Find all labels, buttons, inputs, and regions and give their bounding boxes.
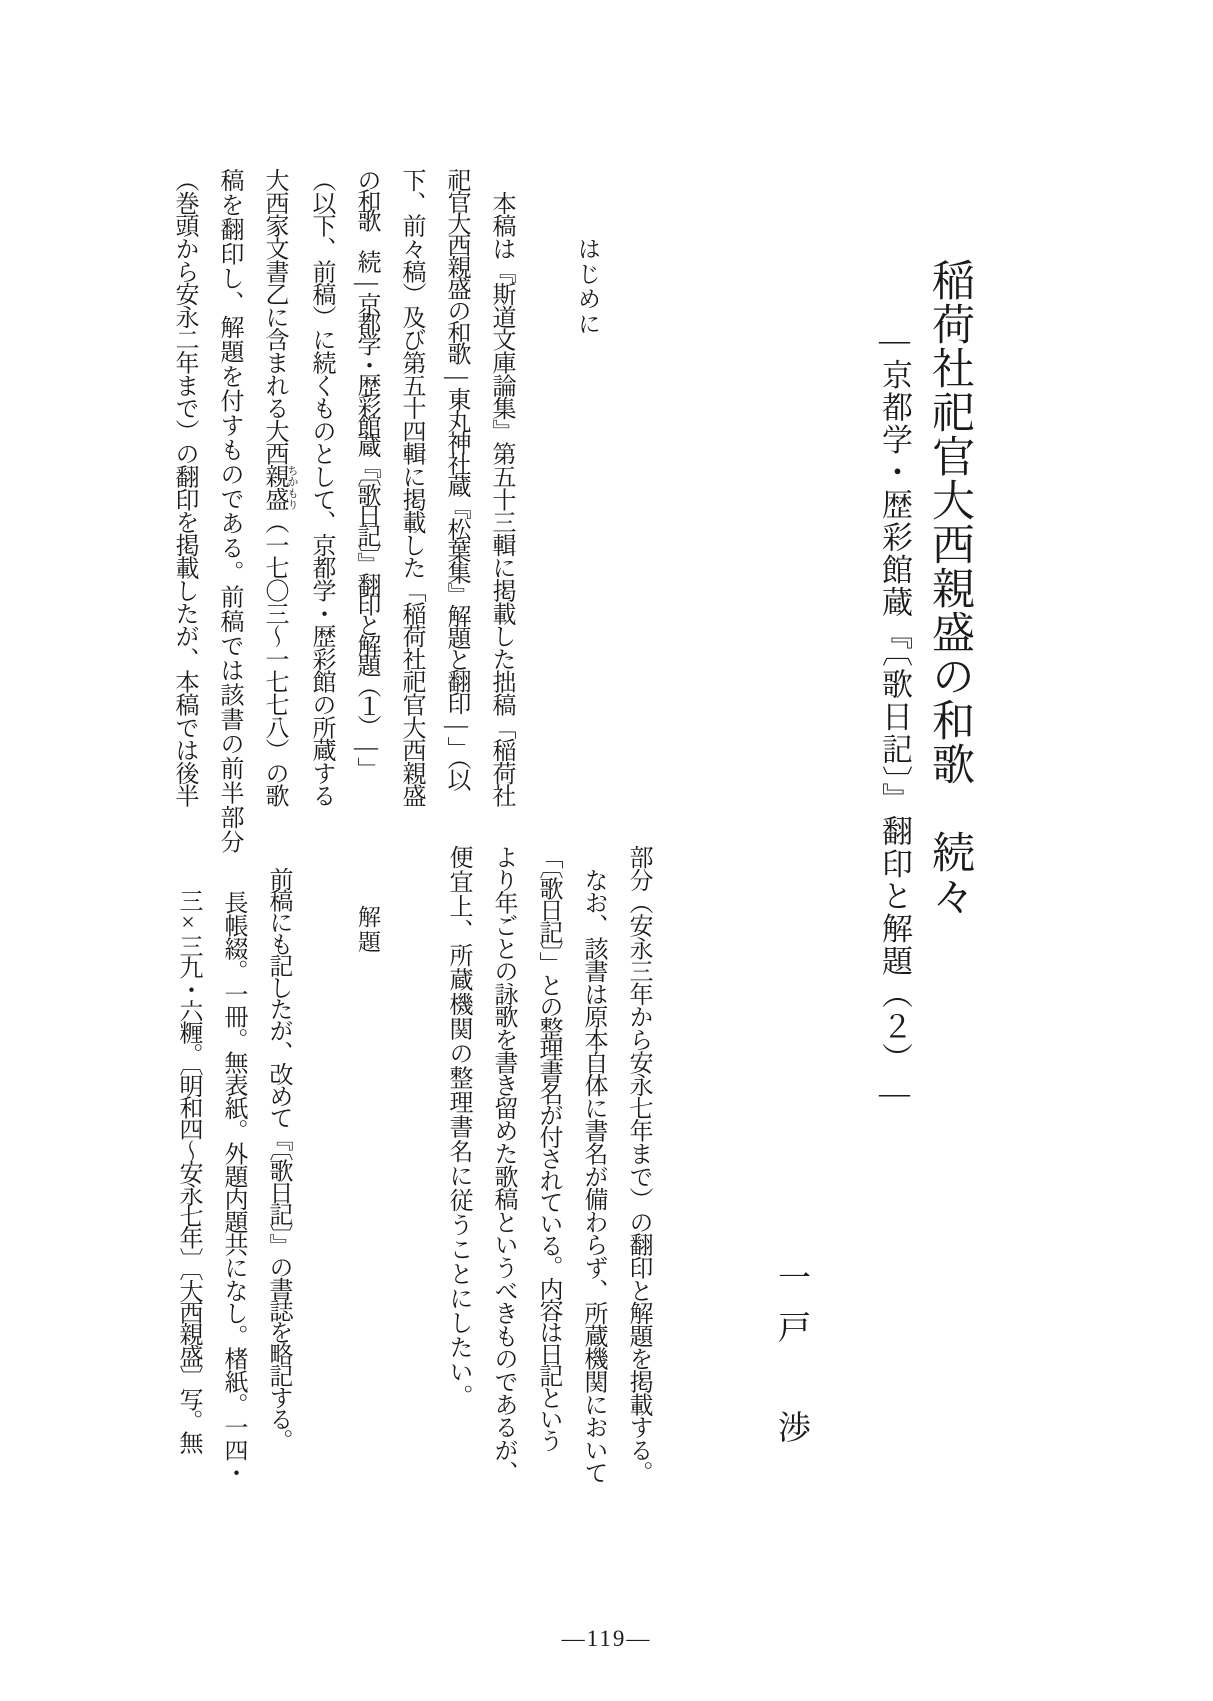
text-line: 三×三九・六糎。〔明和四～安永七年〕〔大西親盛〕写。無	[175, 845, 201, 1453]
text-line: 「〔歌日記〕」との整理書名が付されている。内容は日記という	[535, 845, 561, 1451]
text-segment: （一七〇三～一七七八）の歌	[261, 510, 287, 807]
text-line: 便宜上、所蔵機関の整理書名に従うことにしたい。	[445, 845, 471, 1409]
text-line: （以下、前稿）に続くものとして、京都学・歴彩館の所蔵する	[308, 168, 334, 807]
article-subtitle: ―京都学・歴彩館蔵『〔歌日記〕』翻印と解題（２）―	[877, 322, 912, 1112]
page-number: —119—	[561, 1626, 652, 1651]
text-segment: 大西家文書乙に含まれる大西	[261, 168, 287, 465]
text-line: （巻頭から安永二年まで）の翻印を掲載したが、本稿では後半	[171, 168, 197, 807]
article-title: 稲荷社祀官大西親盛の和歌 続々	[926, 258, 973, 918]
heading-kaidai: 解題	[355, 905, 380, 955]
text-line: 稿を翻印し、解題を付すものである。前稿では該書の前半部分	[216, 168, 242, 854]
text-line: 本稿は『斯道文庫論集』第五十三輯に掲載した拙稿「稲荷社	[488, 168, 514, 807]
text-line: 前稿にも記したが、改めて『〔歌日記〕』の書誌を略記する。	[265, 845, 291, 1451]
section-introduction	[161, 168, 610, 854]
ruby-base: 親盛	[261, 464, 287, 511]
ruby-text: ちかもり	[286, 464, 298, 510]
text-line: の和歌 続―京都学・歴彩館蔵『〔歌日記〕』翻印と解題（１）―」	[353, 168, 379, 778]
text-line: 祀官大西親盛の和歌―東丸神社蔵『松葉集』解題と翻印―」（以	[443, 168, 469, 790]
author-name: 一戸 渉	[773, 1260, 809, 1460]
text-line: なお、該書は原本自体に書名が備わらず、所蔵機関において	[580, 845, 606, 1484]
text-line-with-ruby	[251, 168, 298, 828]
text-line: 部分（安永三年から安永七年まで）の翻印と解題を掲載する。	[625, 845, 651, 1484]
text-line: 長帳綴。一冊。無表紙。外題内題共になし。楮紙。一四・	[220, 845, 246, 1484]
heading-hajimeni: はじめに	[575, 237, 600, 337]
section-kaidai	[165, 845, 660, 1505]
text-line: 下、前々稿）及び第五十四輯に掲載した「稲荷社祀官大西親盛	[398, 168, 424, 807]
text-line: より年ごとの詠歌を書き留めた歌稿というべきものであるが、	[490, 845, 516, 1484]
ruby-chikamori	[261, 464, 298, 511]
